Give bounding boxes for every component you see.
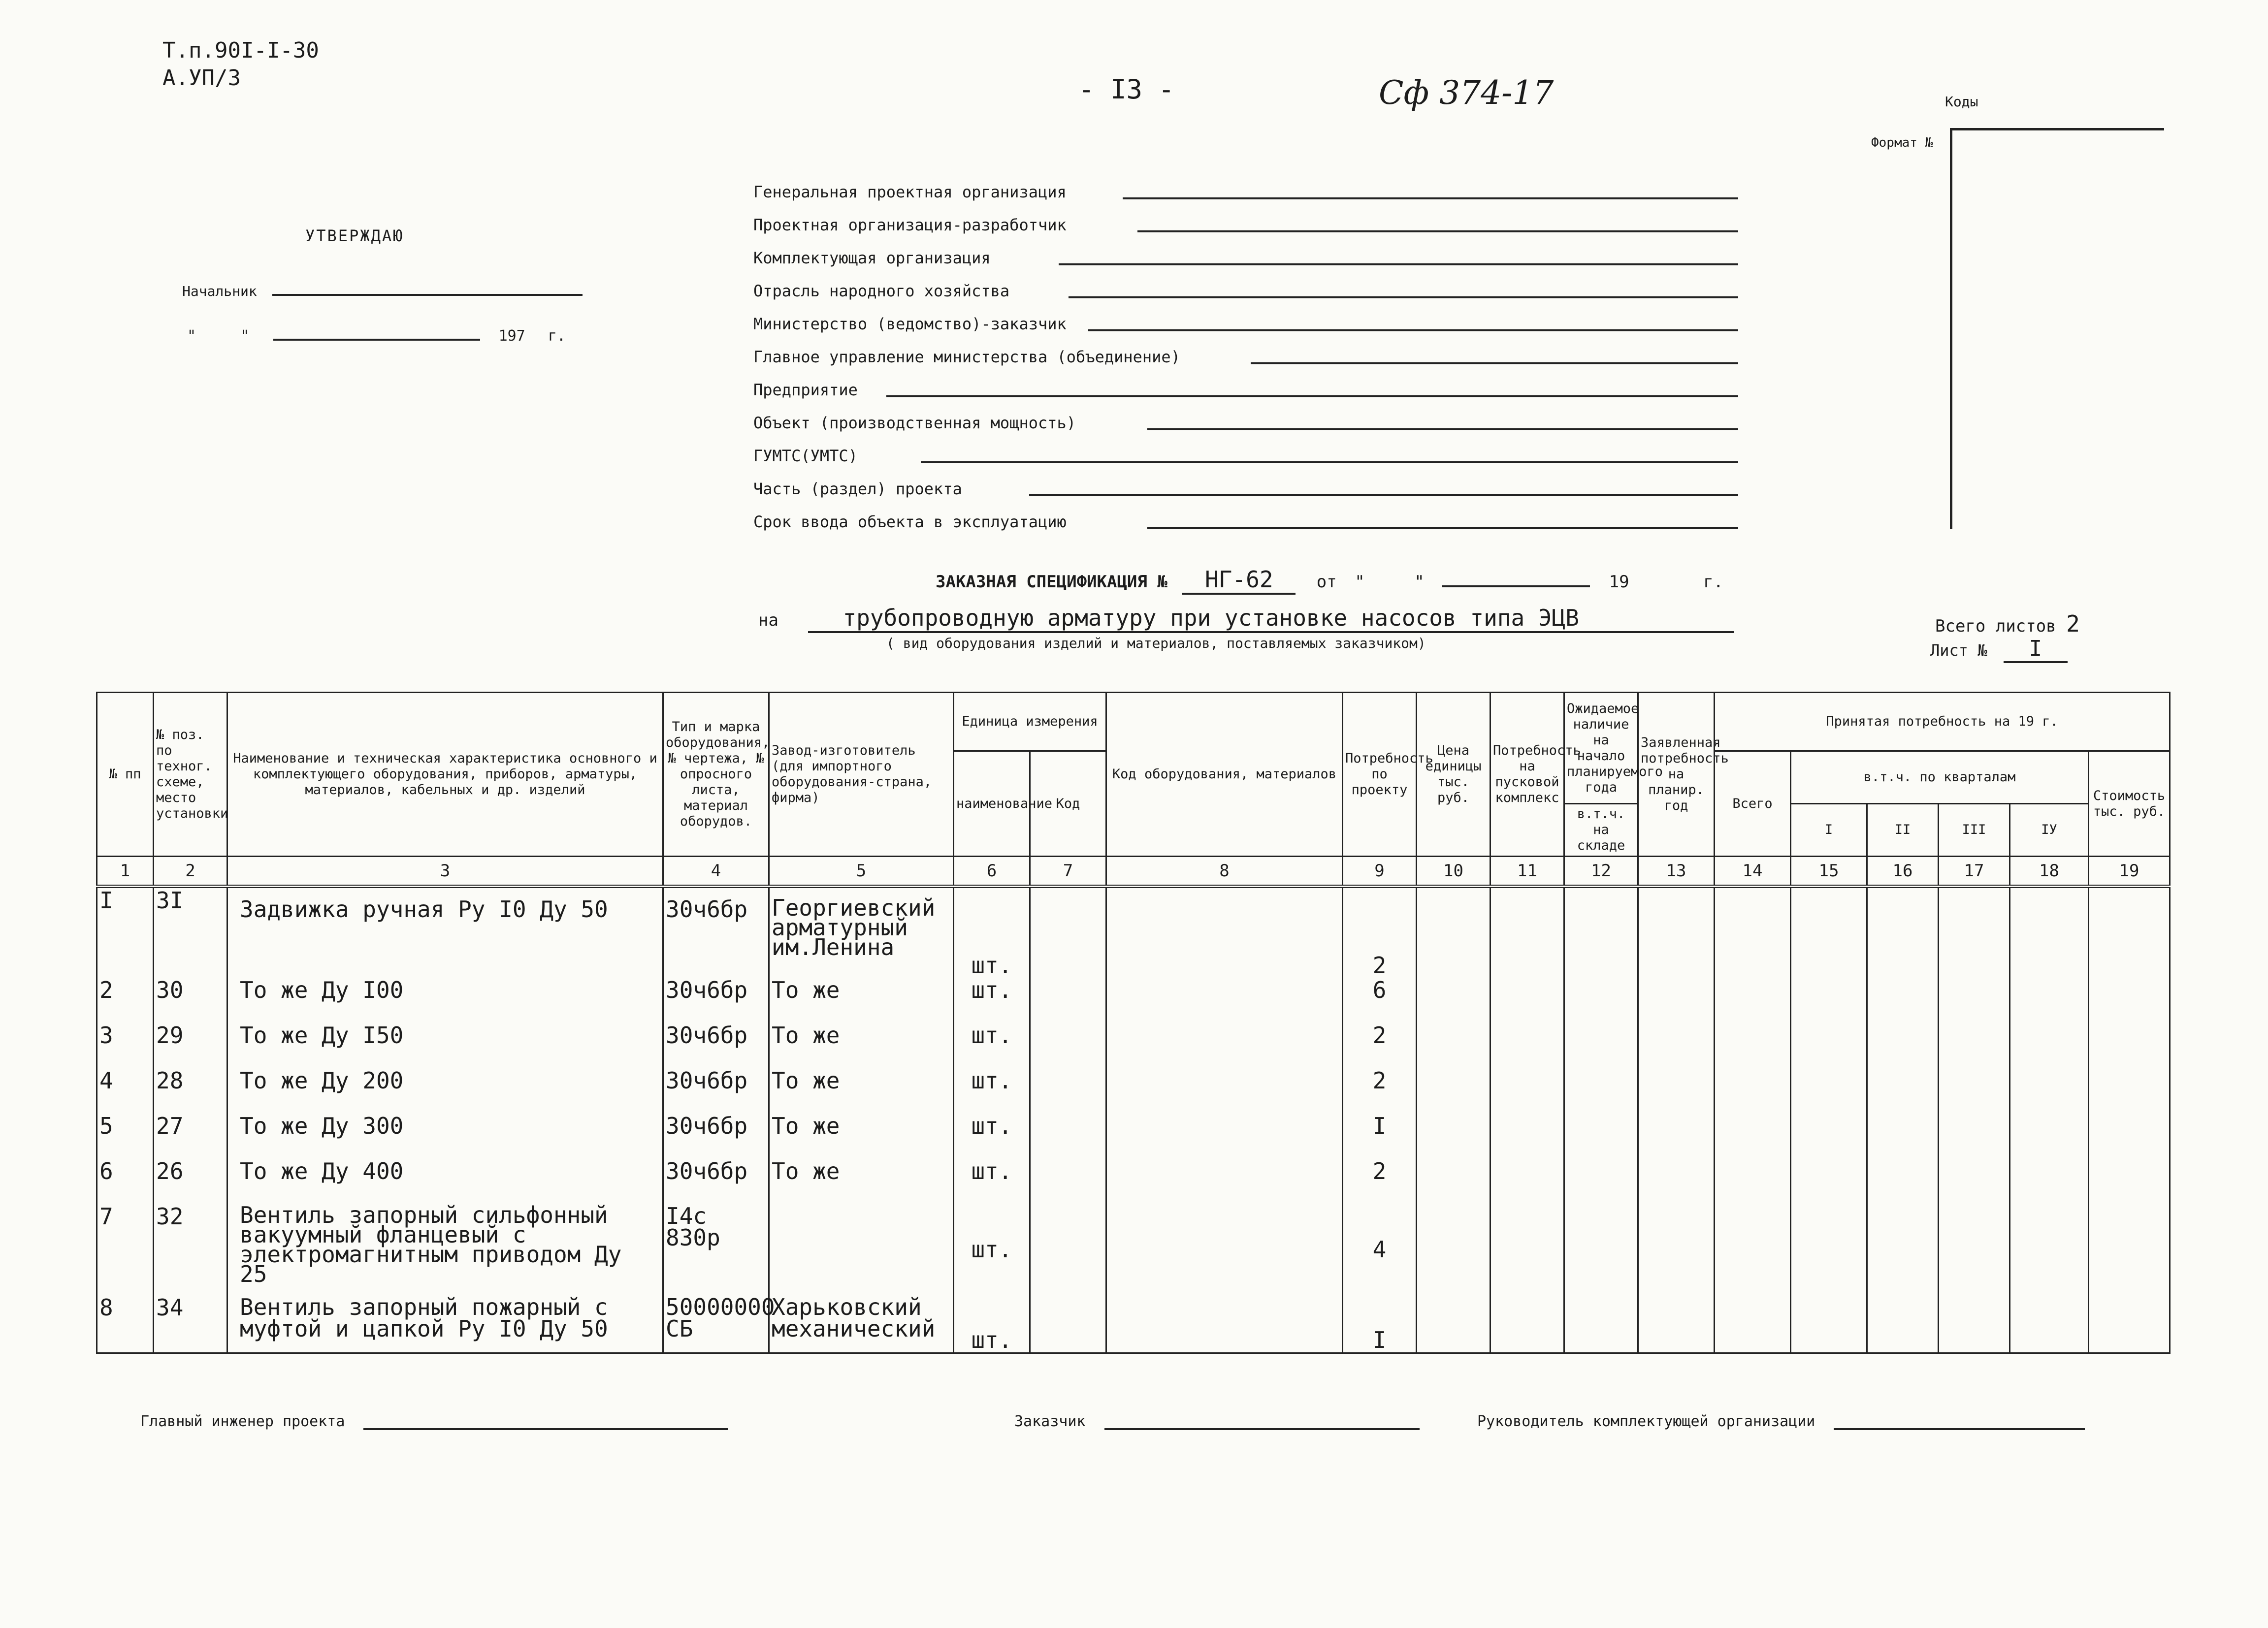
col-number: 14	[1715, 857, 1791, 887]
signature-head-org: Руководитель комплектующей организации	[1477, 1413, 2085, 1430]
doc-ref-line2: А.УП/З	[162, 65, 241, 91]
col-header-14: Принятая потребность на 19 г.	[1715, 693, 2170, 751]
spec-date-line	[1442, 585, 1590, 587]
approve-date-row: " " 197 г.	[187, 327, 566, 345]
org-field-ministry: Министерство (ведомство)-заказчик	[753, 307, 1738, 336]
org-field-general: Генеральная проектная организация	[753, 175, 1738, 204]
spec-title: ЗАКАЗНАЯ СПЕЦИФИКАЦИЯ №	[936, 572, 1167, 592]
col-header-19: Стоимость тыс. руб.	[2089, 751, 2170, 857]
org-field-project-part: Часть (раздел) проекта	[753, 472, 1738, 501]
org-field-supplier: Комплектующая организация	[753, 241, 1738, 270]
col-number: 2	[154, 857, 227, 887]
col-header-q2: II	[1867, 804, 1939, 857]
col-number: 19	[2089, 857, 2170, 887]
col-header-5: Завод-изготовитель (для импортного оборудования-страна, фирма)	[769, 693, 954, 857]
spec-table	[96, 692, 2171, 1354]
col-number: 7	[1030, 857, 1106, 887]
signature-line	[363, 1428, 728, 1430]
org-field-developer: Проектная организация-разработчик	[753, 208, 1738, 237]
signature-line	[1104, 1428, 1420, 1430]
col-header-14a: Всего	[1715, 751, 1791, 857]
col-header-10: Цена единицы тыс. руб.	[1417, 693, 1490, 857]
col-number: 11	[1490, 857, 1564, 887]
spec-number: НГ-62	[1182, 566, 1296, 595]
col-header-4: Тип и марка оборудования, № чертежа, № опросного листа, материал оборудов.	[663, 693, 769, 857]
doc-ref-line1: Т.п.90I-I-30	[162, 38, 319, 63]
approve-signature-line	[272, 294, 583, 296]
col-header-quarters: в.т.ч. по кварталам	[1791, 751, 2089, 804]
approve-chief-label: Начальник	[182, 283, 257, 299]
approve-g: г.	[548, 327, 566, 345]
codes-box	[1950, 128, 2164, 529]
spec-subject: трубопроводную арматуру при установке насосов типа ЭЦВ	[808, 605, 1734, 633]
col-header-1: № пп	[97, 693, 154, 857]
col-header-12: Ожидаемое наличие на начало планируемого года	[1564, 693, 1638, 804]
col-number: 10	[1417, 857, 1490, 887]
col-number: 6	[954, 857, 1030, 887]
col-header-3: Наименование и техническая характеристика основного и комплектующего оборудования, приборов, арматуры, материалов, кабельных и др. изделий	[227, 693, 663, 857]
org-field-gumts: ГУМТС(УМТС)	[753, 439, 1738, 468]
col-header-12a: в.т.ч. на складе	[1564, 804, 1638, 857]
org-field-enterprise: Предприятие	[753, 373, 1738, 402]
approve-chief-row	[182, 283, 583, 299]
table-row: 3 29 То же Ду I50 30ч6бр То же шт. 2	[97, 1023, 2170, 1068]
table-row: 4 28 То же Ду 200 30ч6бр То же шт. 2	[97, 1068, 2170, 1114]
col-number: 5	[769, 857, 954, 887]
spec-g: г.	[1703, 572, 1724, 592]
spec-title-row: ЗАКАЗНАЯ СПЕЦИФИКАЦИЯ № НГ-62 от " " 19 г.	[936, 566, 1723, 595]
col-header-7: Код	[1030, 751, 1106, 857]
col-number: 17	[1939, 857, 2010, 887]
table-row: 2 30 То же Ду I00 30ч6бр То же шт. 6	[97, 978, 2170, 1023]
col-number: 9	[1343, 857, 1417, 887]
signature-chief-engineer: Главный инженер проекта	[140, 1413, 728, 1430]
table-row: 8 34 Вентиль запорный пожарный с муфтой и цапкой Ру I0 Ду 50 50000000 СБ Харьковский механический шт. I	[97, 1295, 2170, 1353]
col-number: 4	[663, 857, 769, 887]
spec-na: на	[758, 610, 778, 630]
col-header-q4: IУ	[2010, 804, 2089, 857]
sheet-number-row	[1930, 636, 2068, 663]
spec-subject-row	[758, 605, 1734, 633]
sheets-total-value: 2	[2066, 610, 2080, 637]
spec-from: от	[1316, 572, 1337, 592]
handwritten-stamp: Сф 374-17	[1379, 74, 1554, 112]
col-number: 8	[1106, 857, 1343, 887]
codes-label: Коды	[1945, 94, 1978, 110]
table-row: 5 27 То же Ду 300 30ч6бр То же шт. I	[97, 1114, 2170, 1159]
col-number: 16	[1867, 857, 1939, 887]
col-header-13: Заявленная потребность на планир. год	[1638, 693, 1715, 857]
forma-label: Формат №	[1871, 135, 1933, 150]
table-row: 6 26 То же Ду 400 30ч6бр То же шт. 2	[97, 1159, 2170, 1204]
sheet-number-value: I	[2004, 636, 2068, 663]
sheet-number-label: Лист №	[1930, 641, 1987, 660]
approve-title: УТВЕРЖДАЮ	[305, 226, 404, 245]
col-number: 18	[2010, 857, 2089, 887]
approve-date-line	[273, 339, 480, 341]
org-field-object: Объект (производственная мощность)	[753, 406, 1738, 435]
approve-year: 197	[498, 327, 525, 345]
column-number-row	[97, 857, 2170, 887]
org-field-main-dept: Главное управление министерства (объединение)	[753, 340, 1738, 369]
col-number: 12	[1564, 857, 1638, 887]
table-row: I 3I Задвижка ручная Ру I0 Ду 50 30ч6бр Георгиевский арматурный им.Ленина шт. 2	[97, 887, 2170, 978]
col-number: 15	[1791, 857, 1867, 887]
sheets-total-label: Всего листов	[1935, 616, 2056, 636]
org-field-branch: Отрасль народного хозяйства	[753, 274, 1738, 303]
col-header-9: Потребность по проекту	[1343, 693, 1417, 857]
col-number: 3	[227, 857, 663, 887]
spec-year: 19	[1609, 572, 1629, 592]
col-header-6a: наименование	[954, 751, 1030, 857]
page-number: - I3 -	[1078, 74, 1175, 105]
spec-subject-note: ( вид оборудования изделий и материалов, поставляемых заказчиком)	[886, 635, 1426, 651]
doc-reference	[162, 37, 319, 92]
col-header-q3: III	[1939, 804, 2010, 857]
col-header-6: Единица измерения	[954, 693, 1106, 751]
col-number: 13	[1638, 857, 1715, 887]
table-row: 7 32 Вентиль запорный сильфонный вакуумный фланцевый с электромагнитным приводом Ду 25 I4с 830р шт. 4	[97, 1204, 2170, 1295]
col-header-11: Потребность на пусковой комплекс	[1490, 693, 1564, 857]
col-header-q1: I	[1791, 804, 1867, 857]
signature-customer: Заказчик	[1014, 1413, 1420, 1430]
sheets-total-row	[1935, 610, 2080, 637]
org-field-deadline: Срок ввода объекта в эксплуатацию	[753, 505, 1738, 534]
col-header-2: № поз. по техног. схеме, место установки	[154, 693, 227, 857]
col-header-8: Код оборудования, материалов	[1106, 693, 1343, 857]
signature-line	[1834, 1428, 2085, 1430]
col-number: 1	[97, 857, 154, 887]
